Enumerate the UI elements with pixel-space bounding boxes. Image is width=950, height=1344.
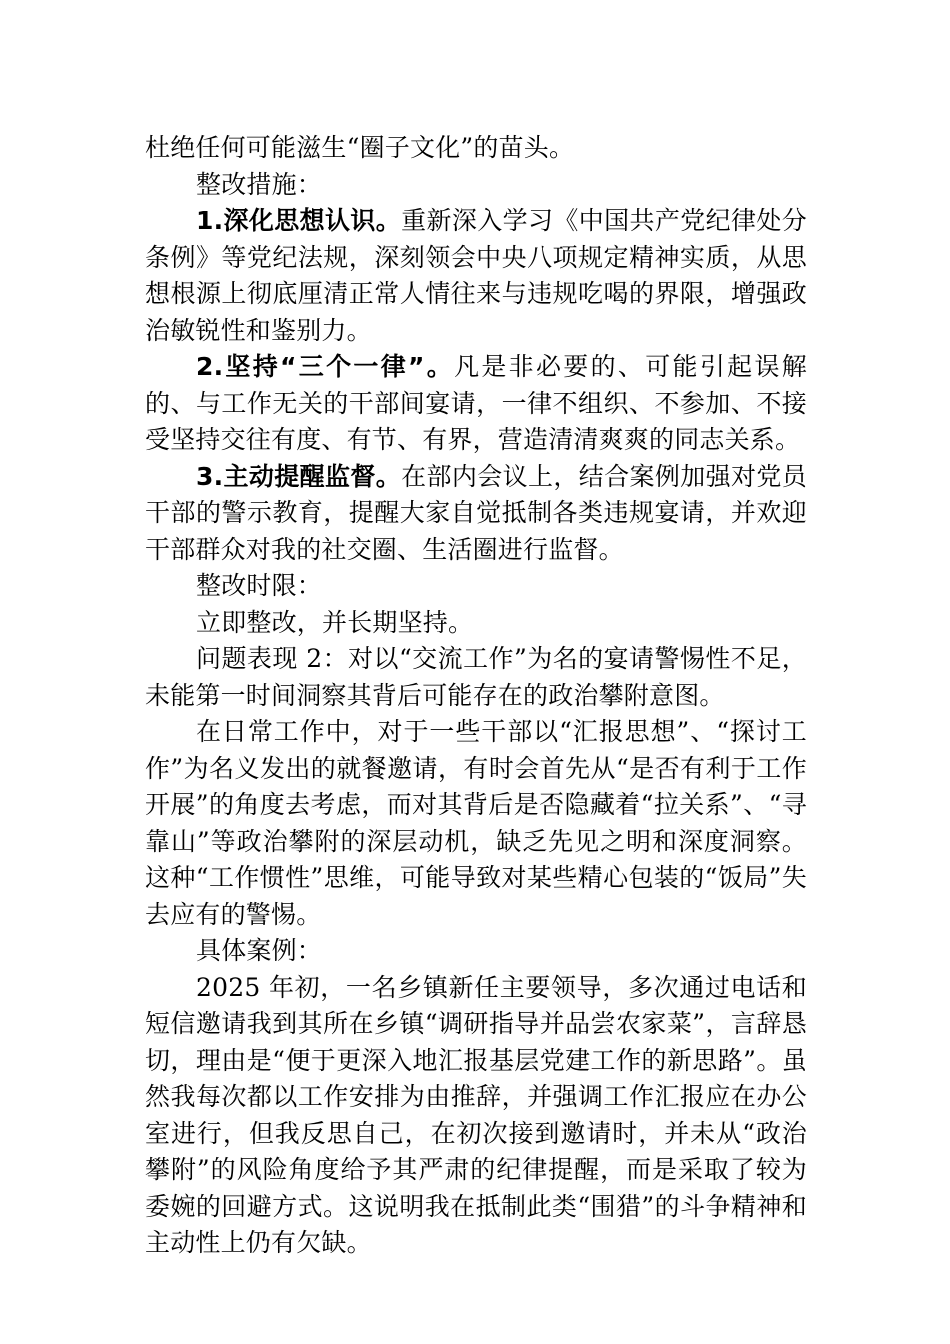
section-heading-deadline: 整改时限： [196,571,323,600]
document-page [145,130,807,1262]
measure-item-2-text: 凡是非必要的、可能引起误解的、与工作无关的干部间宴请，一律不组织、不参加、不接受坚持交往有度、有节、有界，营造清清爽爽的同志关系。 [145,352,807,454]
section-heading-measures: 整改措施： [196,169,323,199]
measure-item-1-lead: 1.深化思想认识。 [196,206,402,235]
section-heading-case: 具体案例： [196,936,323,965]
measure-item-3-text: 在部内会议上，结合案例加强对党员干部的警示教育，提醒大家自觉抵制各类违规宴请，并欢迎干部群众对我的社交圈、生活圈进行监督。 [145,461,807,564]
measure-item-3-lead: 3.主动提醒监督。 [196,461,402,491]
case-description: 2025 年初，一名乡镇新任主要领导，多次通过电话和短信邀请我到其所在乡镇“调研指导并品尝农家菜”，言辞恳切，理由是“便于更深入地汇报基层党建工作的新思路”。虽然我每次都以工作安排为由推辞，并强调工作汇报应在办公室进行，但我反思自己，在初次接到邀请时，并未从“政治攀附”的风险角度给予其严肃的纪律提醒，而是采取了较为委婉的回避方式。这说明我在抵制此类“围猎”的斗争精神和主动性上仍有欠缺。 [145,972,807,1257]
measure-item-2 [145,349,807,459]
deadline-text: 立即整改，并长期坚持。 [196,607,474,637]
paragraph-continuation: 杜绝任何可能滋生“圈子文化”的苗头。 [145,133,575,162]
problem-statement-2: 问题表现 2：对以“交流工作”为名的宴请警惕性不足，未能第一时间洞察其背后可能存在的政治攀附意图。 [145,644,807,710]
measure-item-1 [145,203,807,349]
measure-item-3 [145,459,807,569]
measure-item-2-lead: 2.坚持“三个一律”。 [196,352,455,381]
problem-description: 在日常工作中，对于一些干部以“汇报思想”、“探讨工作”为名义发出的就餐邀请，有时会首先从“是否有利于工作开展”的角度去考虑，而对其背后是否隐藏着“拉关系”、“寻靠山”等政治攀附的深层动机，缺乏先见之明和深度洞察。这种“工作惯性”思维，可能导致对某些精心包装的“饭局”失去应有的警惕。 [145,717,807,929]
measure-item-1-text: 重新深入学习《中国共产党纪律处分条例》等党纪法规，深刻领会中央八项规定精神实质，从思想根源上彻底厘清正常人情往来与违规吃喝的界限，增强政治敏锐性和鉴别力。 [145,206,807,345]
